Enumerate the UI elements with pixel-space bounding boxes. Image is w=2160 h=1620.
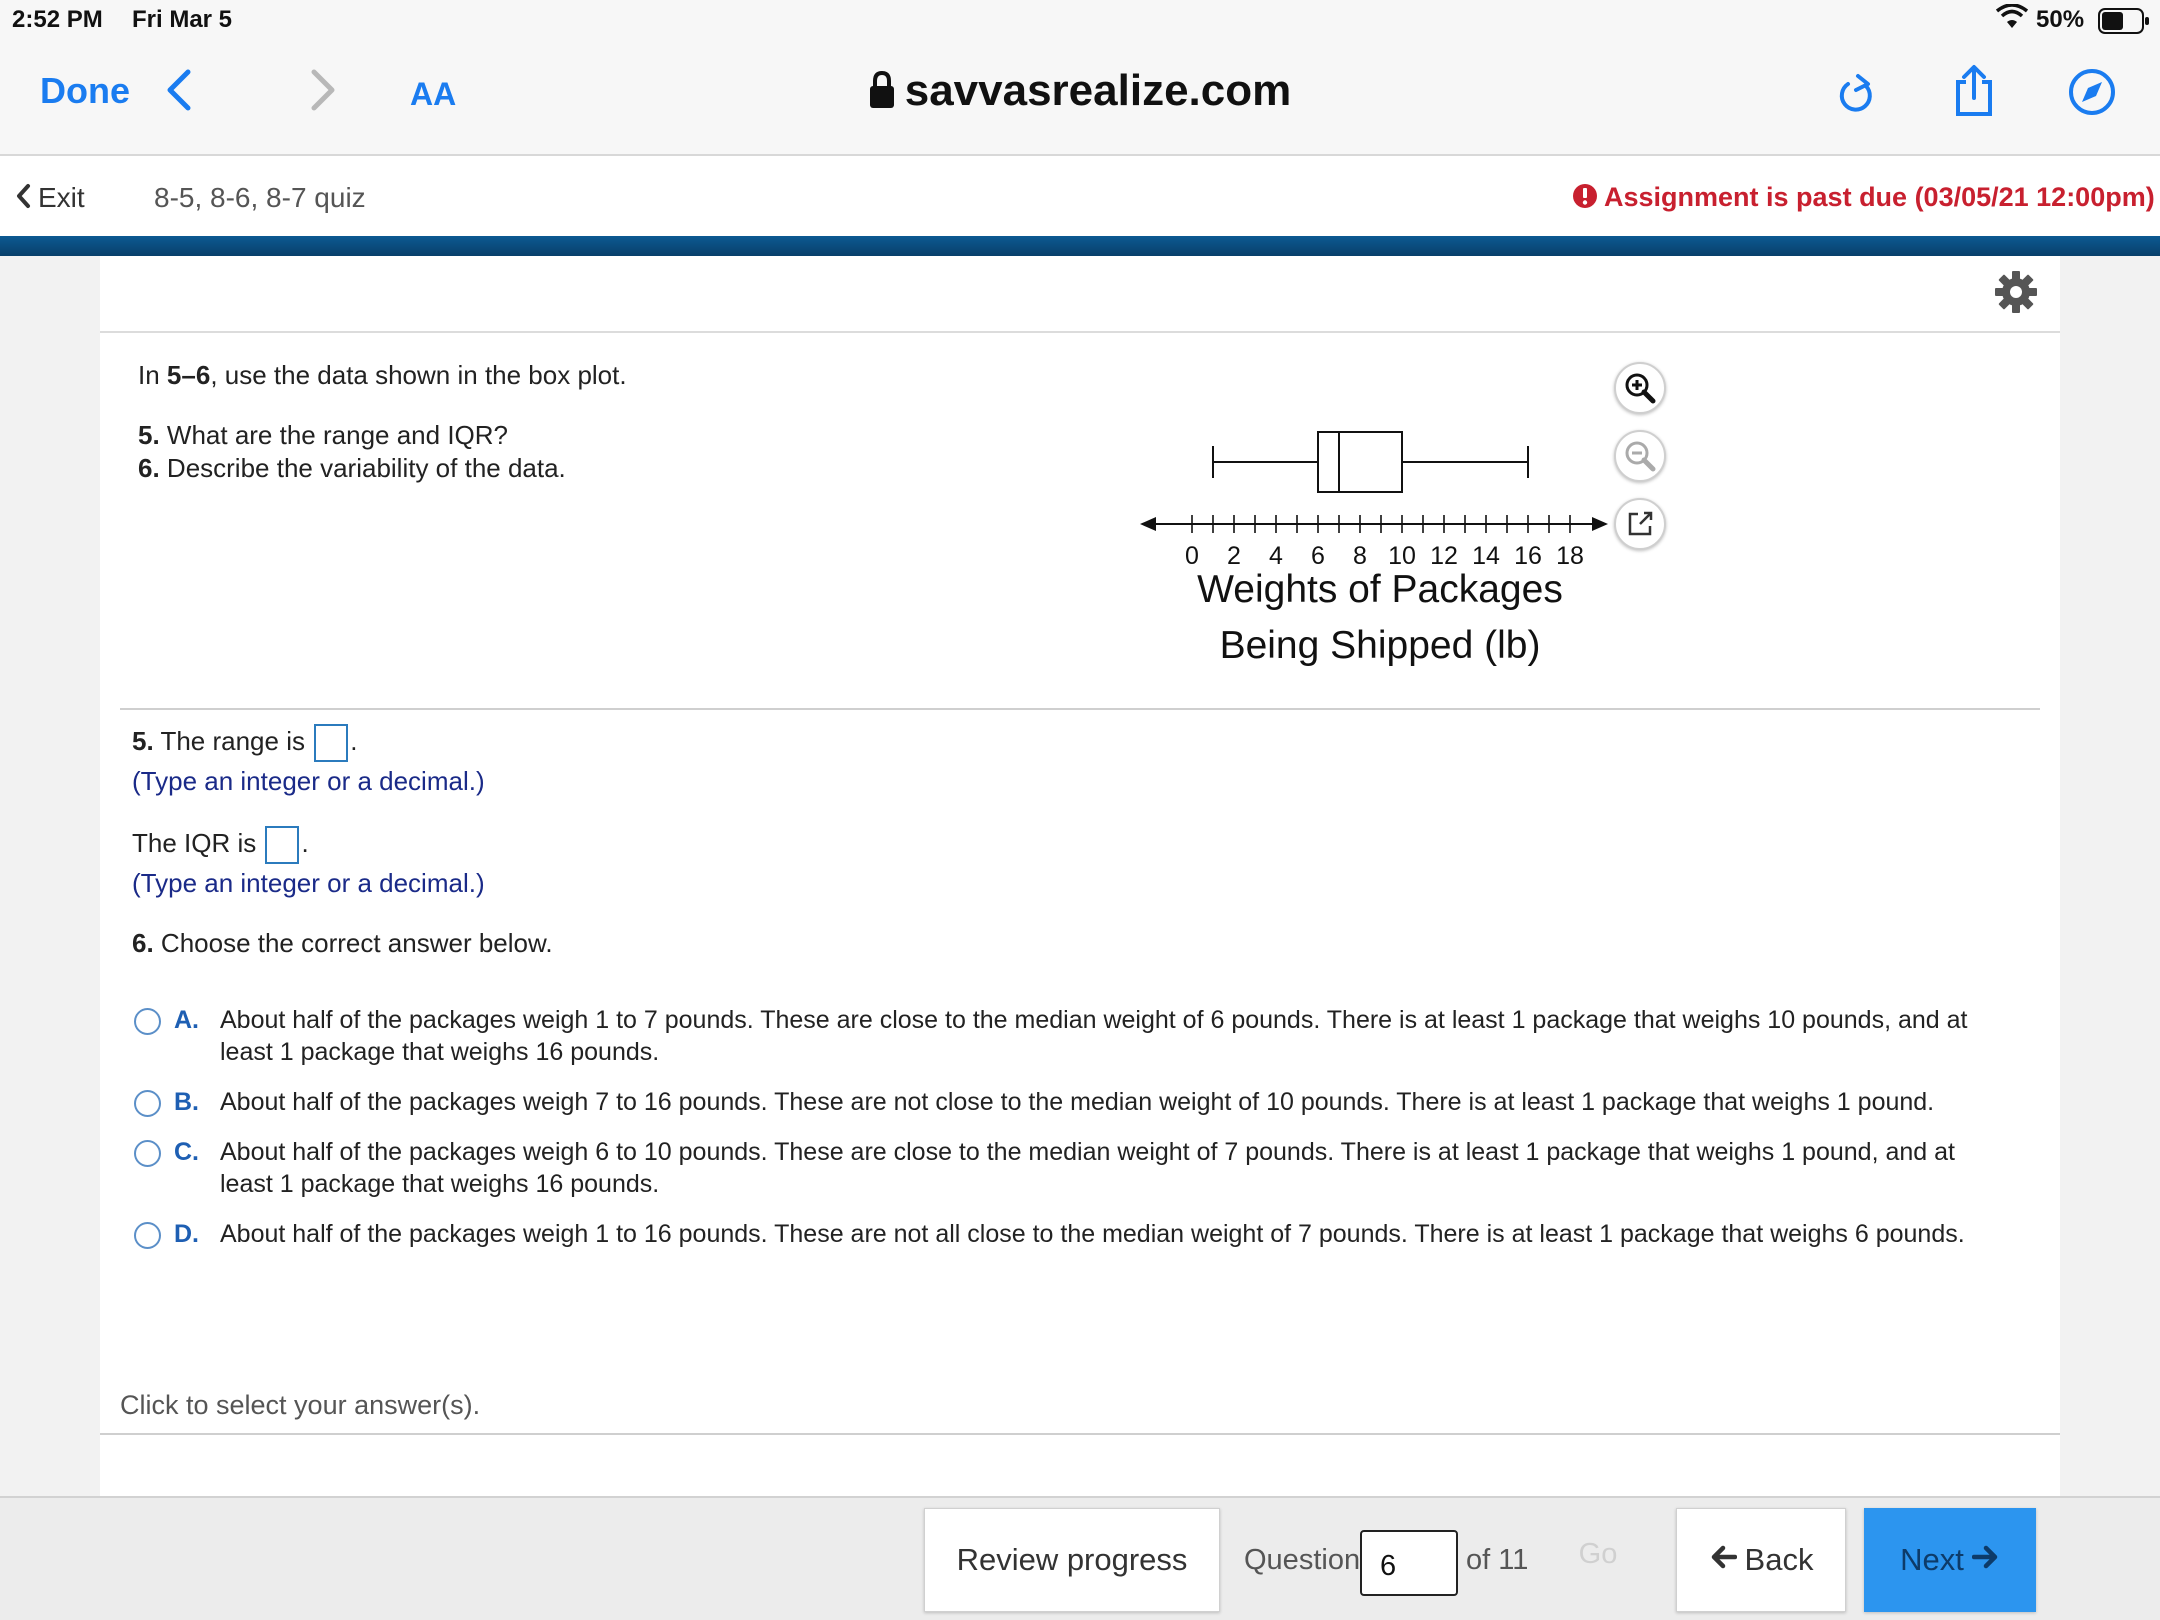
question-5-text [138,420,508,451]
radio-b[interactable] [134,1090,161,1117]
open-external-button[interactable] [1614,498,1666,550]
choice-d-letter: D. [174,1220,199,1248]
compass-icon[interactable] [2068,68,2116,121]
tick-label: 2 [1227,542,1241,570]
iqr-input[interactable] [265,826,299,864]
q6-label: Describe the variability of the data. [159,453,566,483]
review-progress-button[interactable]: Review progress [924,1508,1220,1612]
url-text: savvasrealize.com [904,66,1292,115]
choice-a-letter: A. [174,1006,199,1034]
choice-a[interactable] [134,1004,2014,1068]
choice-b-letter: B. [174,1088,199,1116]
battery-percent: 50% [2036,6,2085,33]
tick-label: 8 [1353,542,1367,570]
tick-label: 12 [1430,542,1458,570]
zoom-out-button[interactable] [1614,430,1666,482]
intro-post: , use the data shown in the box plot. [210,360,627,390]
instruction-text: Click to select your answer(s). [120,1390,481,1420]
lock-icon [869,70,895,120]
question-count: of 11 [1466,1544,1529,1576]
intro-bold: 5–6 [166,360,211,390]
card-top-divider [100,331,2060,333]
card-bottom-divider [100,1433,2060,1435]
range-number: 5. [132,725,154,756]
box-plot-title-line1: Weights of Packages [1197,568,1563,611]
tick-label: 10 [1388,542,1416,570]
status-date: Fri Mar 5 [132,6,233,33]
iqr-label: The IQR is [132,827,264,858]
choice-c-letter: C. [174,1138,199,1166]
past-due-alert [1572,182,2155,216]
quiz-footer [0,1496,2160,1620]
browser-toolbar [0,40,2160,156]
wifi-icon [1996,4,2028,39]
gear-icon[interactable] [1994,270,2038,319]
next-label: Next [1900,1542,1964,1577]
zoom-out-icon [1616,467,1664,484]
radio-a[interactable] [134,1008,161,1035]
iqr-hint: (Type an integer or a decimal.) [132,868,485,898]
choice-b[interactable] [134,1086,2014,1118]
range-hint: (Type an integer or a decimal.) [132,766,485,796]
tick-label: 16 [1514,542,1542,570]
tick-label: 6 [1311,542,1325,570]
iqr-box [1318,432,1402,492]
q6-number: 6. [138,453,160,483]
exit-button[interactable] [14,182,85,217]
choice-a-text: About half of the packages weigh 1 to 7 pounds. These are close to the median weight of 6 pounds. There is at least 1 package that weighs 10 pounds, and at least 1 package that weighs 16 pounds. [220,1006,1968,1066]
intro-pre: In [138,360,167,390]
next-button[interactable] [1864,1508,2036,1612]
choice-c[interactable] [134,1136,2014,1200]
radio-d[interactable] [134,1222,161,1249]
back-label: Back [1744,1542,1814,1577]
exit-label: Exit [38,182,85,213]
external-link-icon [1616,535,1664,552]
arrow-right-icon [1972,1542,2000,1578]
choose-number: 6. [132,928,154,958]
battery-icon [2098,8,2150,41]
question-number-input[interactable]: 6 [1360,1530,1458,1596]
box-plot [1130,410,1630,680]
box-plot-title-line2: Being Shipped (lb) [1219,624,1541,667]
radio-c[interactable] [134,1140,161,1167]
quiz-title: 8-5, 8-6, 8-7 quiz [154,182,366,213]
tick-label: 18 [1556,542,1584,570]
q5-number: 5. [138,420,160,450]
app-header [0,156,2160,236]
share-icon[interactable] [1952,64,1996,123]
status-time: 2:52 PM [12,6,103,33]
text-size-button[interactable]: AA [410,76,457,112]
back-button[interactable] [1676,1508,1846,1612]
range-prompt: 5. The range is . [132,724,357,762]
question-6-text [138,453,566,484]
chevron-left-icon [14,182,32,217]
range-label: The range is [153,725,313,756]
choice-d-text: About half of the packages weigh 1 to 16 pounds. These are not all close to the median weight of 7 pounds. There is at least 1 package that weighs 6 pounds. [220,1220,1965,1248]
section-divider [120,708,2040,710]
tick-label: 4 [1269,542,1283,570]
alert-icon [1572,183,1598,216]
choice-b-text: About half of the packages weigh 7 to 16 pounds. These are not close to the median weight of 10 pounds. There is at least 1 package that weighs 1 pound. [220,1088,1935,1116]
tick-label: 0 [1185,542,1199,570]
choice-d[interactable] [134,1218,2014,1282]
zoom-in-icon [1616,399,1664,416]
past-due-text: Assignment is past due (03/05/21 12:00pm) [1604,182,2155,212]
range-input[interactable] [314,724,348,762]
arrow-left-icon [1709,1542,1737,1578]
go-button[interactable]: Go [1578,1538,1618,1570]
arrow-right-head [1592,517,1608,531]
choose-prompt [132,928,553,959]
q5-label: What are the range and IQR? [159,420,508,450]
question-label: Question [1244,1544,1361,1576]
zoom-in-button[interactable] [1614,362,1666,414]
question-intro [138,360,627,391]
header-accent-bar [0,236,2160,256]
choose-label: Choose the correct answer below. [153,928,553,958]
tick-label: 14 [1472,542,1500,570]
reload-icon[interactable] [1836,72,1876,121]
choice-c-text: About half of the packages weigh 6 to 10 pounds. These are close to the median weight of 7 pounds. There is at least 1 package that weighs 1 pound, and at least 1 package that weighs 16 pounds. [220,1138,1955,1198]
arrow-left-head [1140,517,1156,531]
done-button[interactable]: Done [40,70,130,111]
iqr-prompt: The IQR is . [132,826,309,864]
status-bar [0,0,2160,40]
